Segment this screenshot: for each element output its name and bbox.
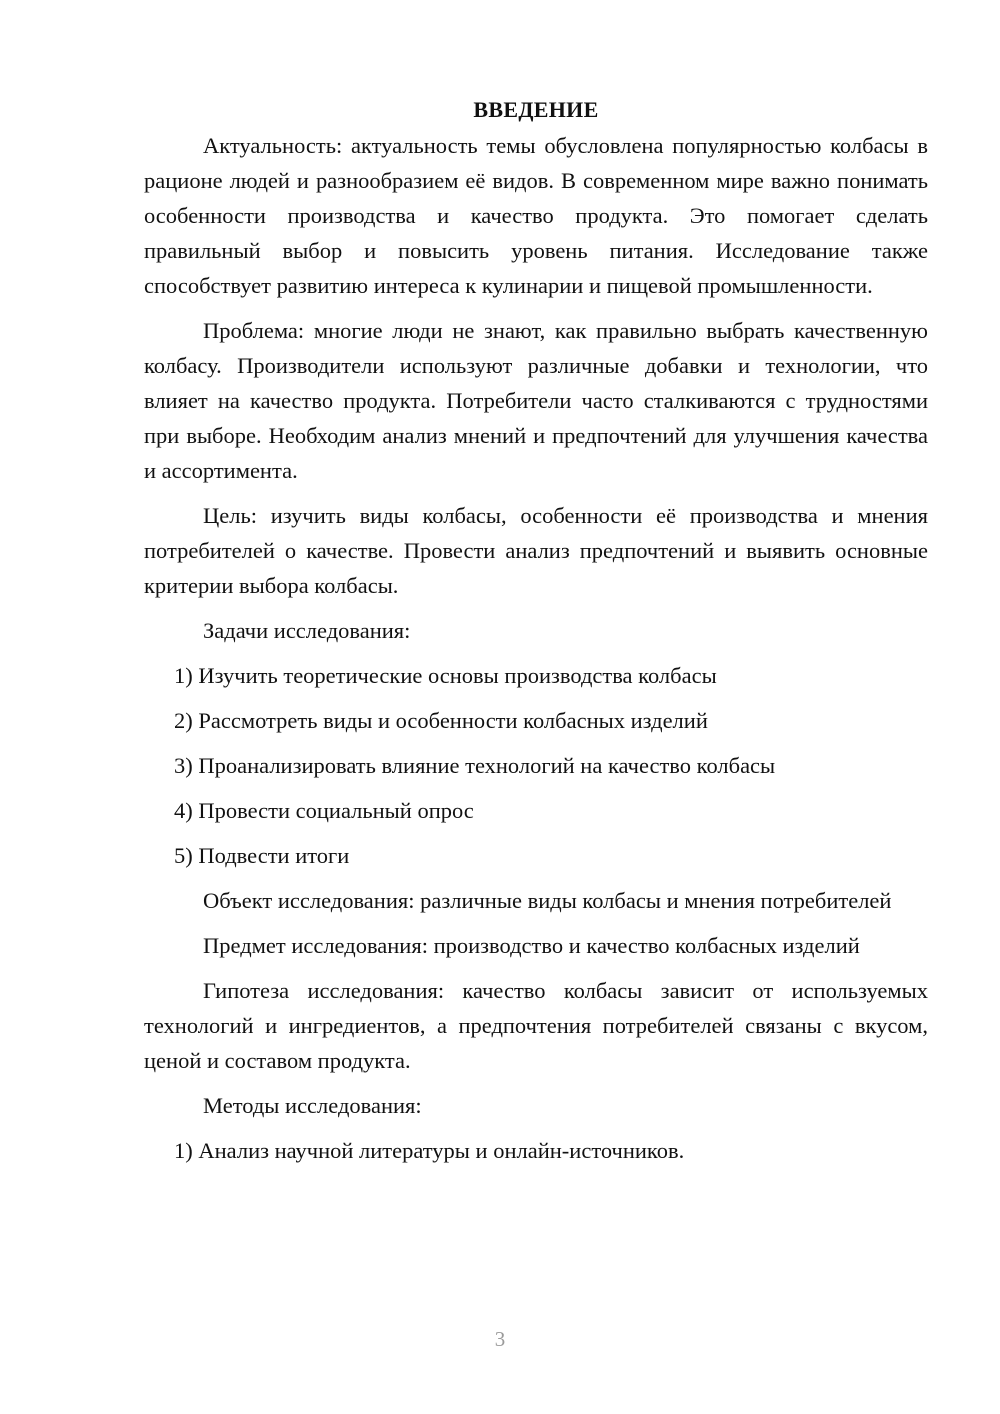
methods-label: Методы исследования: bbox=[203, 1093, 422, 1118]
relevance-paragraph: Актуальность: актуальность темы обусловлена популярностью колбасы в рационе людей и разнообразием её видов. В современном мире важно понимать особенности производства и качество продукта. Это помогает сделать правильный выбор и повысить уровень питания. Исследование также способствует развитию интереса к кулинарии и пищевой промышленности. bbox=[144, 133, 928, 298]
tasks-label: Задачи исследования: bbox=[203, 618, 411, 643]
section-heading: ВВЕДЕНИЕ bbox=[473, 97, 599, 122]
goal-paragraph: Цель: изучить виды колбасы, особенности её производства и мнения потребителей о качестве. Провести анализ предпочтений и выявить основные критерии выбора колбасы. bbox=[144, 503, 928, 598]
object-paragraph: Объект исследования: различные виды колбасы и мнения потребителей bbox=[203, 888, 892, 913]
subject-paragraph: Предмет исследования: производство и качество колбасных изделий bbox=[203, 933, 860, 958]
list-item: 5) Подвести итоги bbox=[174, 843, 350, 868]
methods-list bbox=[144, 1133, 928, 1168]
page-content bbox=[144, 92, 928, 1178]
hypothesis-paragraph: Гипотеза исследования: качество колбасы зависит от используемых технологий и ингредиентов, а предпочтения потребителей связаны с вкусом, ценой и составом продукта. bbox=[144, 978, 928, 1073]
problem-paragraph: Проблема: многие люди не знают, как правильно выбрать качественную колбасу. Производители используют различные добавки и технологии, что влияет на качество продукта. Потребители часто сталкиваются с трудностями при выборе. Необходим анализ мнений и предпочтений для улучшения качества и ассортимента. bbox=[144, 318, 928, 483]
tasks-list bbox=[144, 658, 928, 873]
page-number: 3 bbox=[494, 1327, 506, 1351]
list-item: 4) Провести социальный опрос bbox=[174, 798, 474, 823]
list-item: 3) Проанализировать влияние технологий на качество колбасы bbox=[174, 753, 776, 778]
list-item: 1) Анализ научной литературы и онлайн-источников. bbox=[174, 1138, 685, 1163]
list-item: 1) Изучить теоретические основы производства колбасы bbox=[174, 663, 717, 688]
list-item: 2) Рассмотреть виды и особенности колбасных изделий bbox=[174, 708, 708, 733]
